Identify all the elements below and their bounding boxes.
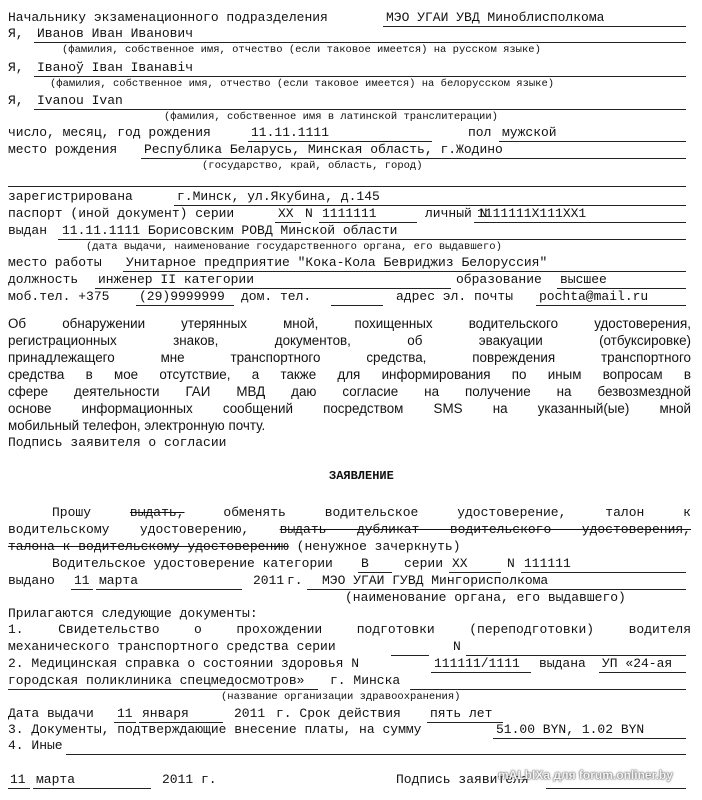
consent-line-6: основе информационных сообщений посредством SMS на указанный(ые) мной bbox=[8, 401, 691, 416]
sex-label: пол bbox=[468, 125, 492, 140]
name-by-prefix: Я, bbox=[8, 60, 24, 75]
license-issued-caption: (наименование органа, его выдавшего) bbox=[345, 590, 626, 605]
statement-strike-note: (ненужное зачеркнуть) bbox=[296, 539, 461, 554]
footer-year: 2011 г. bbox=[162, 772, 217, 787]
work-value: Унитарное предприятие "Кока-Кола Бевриджиз Белоруссия" bbox=[126, 255, 548, 270]
consent-line-3: принадлежащего мне транспортного средства, повреждения транспортного bbox=[8, 350, 691, 365]
footer-signature-underline bbox=[546, 788, 686, 789]
attachment-4-label: 4. Иные bbox=[8, 738, 63, 753]
license-issued-day-underline bbox=[71, 589, 93, 590]
consent-signature-label: Подпись заявителя о согласии bbox=[8, 435, 227, 450]
statement-line-2 bbox=[8, 522, 691, 538]
attachment-2-validity-underline bbox=[427, 722, 503, 723]
name-by-value: Іваноў Іван Іванавіч bbox=[37, 60, 194, 75]
attachment-2-validity: пять лет bbox=[430, 706, 493, 721]
license-issued-year-suffix: г. bbox=[287, 573, 303, 588]
license-n-label: N bbox=[507, 556, 515, 571]
license-category-label: Водительское удостоверение категории bbox=[52, 556, 333, 571]
mob-value: (29)9999999 bbox=[139, 289, 225, 304]
attachment-3-underline bbox=[493, 738, 686, 739]
birthplace-caption: (государство, край, область, город) bbox=[202, 160, 423, 172]
registered-value: г.Минск, ул.Якубина, д.145 bbox=[177, 189, 380, 204]
personal-number: 1111111Х111ХХ1 bbox=[477, 206, 587, 221]
issued-value: 11.11.1111 Борисовским РОВД Минской области bbox=[62, 223, 398, 238]
email-underline bbox=[536, 305, 686, 306]
statement-request-word: Прошу bbox=[52, 505, 92, 520]
personal-n-label: личный N bbox=[425, 206, 488, 221]
attachment-2-number-underline bbox=[431, 672, 531, 673]
attachment-1-series-underline bbox=[391, 655, 429, 656]
mob-label: моб.тел. +375 bbox=[8, 289, 110, 304]
addressee-label: Начальнику экзаменационного подразделения bbox=[8, 10, 328, 25]
consent-line-4: средства в мое отсутствие, а также для информирования по иным вопросам в bbox=[8, 367, 691, 382]
attachment-2-number: 111111/1111 bbox=[434, 656, 520, 671]
attachment-2-city-underline bbox=[410, 689, 686, 690]
mob-underline bbox=[136, 305, 234, 306]
addressee-value: МЭО УГАИ УВД Миноблисполкома bbox=[386, 10, 605, 25]
attachment-2-city: г. Минска bbox=[330, 673, 401, 688]
name-lat-caption: (фамилия, собственное имя в латинской транслитерации) bbox=[164, 111, 498, 123]
position-label: должность bbox=[8, 272, 79, 287]
attachment-2-date-day: 11 bbox=[117, 706, 133, 721]
attachment-2-validity-label: г. Срок действия bbox=[276, 706, 401, 721]
license-issued-year: 2011 bbox=[253, 573, 285, 588]
footer-month: марта bbox=[36, 772, 76, 787]
passport-n-label: N bbox=[305, 206, 313, 221]
consent-line-2: регистрационных знаков, документов, об эвакуации (отбуксировке) bbox=[8, 333, 691, 348]
issued-caption: (дата выдачи, наименование государственного органа, его выдавшего) bbox=[86, 241, 502, 253]
statement-title: ЗАЯВЛЕНИЕ bbox=[329, 469, 394, 483]
passport-label: паспорт (иной документ) серии bbox=[8, 206, 235, 221]
license-issued-month: марта bbox=[99, 573, 139, 588]
birthplace-label: место рождения bbox=[8, 142, 118, 157]
birthplace-value: Республика Беларусь, Минская область, г.Жодино bbox=[144, 142, 503, 157]
sex-underline bbox=[499, 141, 686, 142]
statement-line-2-plain: водительскому удостоверению, bbox=[8, 522, 250, 537]
statement-line-1-rest: обменять водительское удостоверение, талон к bbox=[223, 505, 691, 520]
attachment-1-series-label: механического транспортного средства серии bbox=[8, 639, 336, 654]
personal-number-underline bbox=[474, 222, 686, 223]
passport-number: 1111111 bbox=[322, 206, 377, 221]
name-ru-underline bbox=[34, 42, 686, 43]
name-by-caption: (фамилия, собственное имя, отчество (если таковое имеется) на белорусском языке) bbox=[50, 78, 555, 90]
attachment-2-org-line-1: УП «24-ая bbox=[602, 656, 673, 671]
name-lat-underline bbox=[34, 109, 686, 110]
statement-line-1 bbox=[52, 505, 691, 521]
attachment-2-date-label: Дата выдачи bbox=[8, 706, 94, 721]
issued-label: выдан bbox=[8, 223, 48, 238]
birthplace-underline bbox=[141, 158, 686, 159]
attachment-2-caption: (название организации здравоохранения) bbox=[221, 691, 461, 703]
home-phone-underline bbox=[331, 305, 383, 306]
home-phone-label: дом. тел. bbox=[241, 289, 312, 304]
name-ru-caption: (фамилия, собственное имя, отчество (если таковое имеется) на русском языке) bbox=[62, 44, 541, 56]
attachment-2-org-underline-2 bbox=[8, 689, 318, 690]
blank-line bbox=[8, 186, 686, 187]
footer-day-underline bbox=[8, 788, 30, 789]
license-category: В bbox=[361, 556, 369, 571]
attachment-2-date-month: января bbox=[142, 706, 189, 721]
attachment-2-org-underline-1 bbox=[599, 672, 686, 673]
name-lat-prefix: Я, bbox=[8, 93, 24, 108]
forum-watermark: mALbIXa для forum.onliner.by bbox=[498, 768, 673, 782]
footer-month-underline bbox=[33, 788, 151, 789]
work-label: место работы bbox=[8, 255, 102, 270]
attachment-3-label: 3. Документы, подтверждающие внесение платы, на сумму bbox=[8, 722, 422, 737]
attachment-1-line-1: 1. Свидетельство о прохождении подготовки (переподготовки) водителя bbox=[8, 622, 691, 637]
name-ru-prefix: Я, bbox=[8, 26, 24, 41]
footer-signature-label: Подпись заявителя bbox=[396, 772, 529, 787]
attachments-header: Прилагаются следующие документы: bbox=[8, 606, 258, 621]
attachment-2-label: 2. Медицинская справка о состоянии здоровья N bbox=[8, 656, 360, 671]
statement-line-3 bbox=[8, 539, 461, 555]
license-issued-month-underline bbox=[96, 589, 242, 590]
attachment-1-n-label: N bbox=[453, 639, 461, 654]
attachment-2-org-line-2: городская поликлиника спецмедосмотров» bbox=[8, 673, 305, 688]
license-series: ХХ bbox=[452, 556, 468, 571]
registered-label: зарегистрирована bbox=[8, 189, 133, 204]
statement-struck-coupon: талона к водительскому удостоверению bbox=[8, 539, 289, 554]
attachment-3-value: 51.00 BYN, 1.02 BYN bbox=[496, 722, 645, 737]
license-issued-day: 11 bbox=[74, 573, 90, 588]
statement-struck-duplicate: выдать дубликат водительского удостоверения, bbox=[279, 522, 691, 537]
email-label: адрес эл. почты bbox=[396, 289, 514, 304]
attachment-2-date-year: 2011 bbox=[234, 706, 266, 721]
issued-underline bbox=[58, 239, 686, 240]
license-issued-label: выдано bbox=[8, 573, 55, 588]
statement-struck-issue: выдать, bbox=[129, 505, 185, 520]
education-label: образование bbox=[456, 272, 542, 287]
attachment-4-underline bbox=[66, 754, 686, 755]
footer-day: 11 bbox=[10, 772, 26, 787]
birth-value: 11.11.1111 bbox=[251, 125, 330, 140]
education-value: высшее bbox=[560, 272, 607, 287]
name-ru-value: Иванов Иван Иванович bbox=[37, 26, 194, 41]
consent-line-1: Об обнаружении утерянных мной, похищенных водительского удостоверения, bbox=[8, 316, 691, 331]
name-lat-value: Ivanou Ivan bbox=[37, 93, 123, 108]
addressee-underline bbox=[383, 26, 686, 27]
passport-series: ХХ bbox=[278, 206, 294, 221]
license-number: 111111 bbox=[524, 556, 571, 571]
name-by-underline bbox=[34, 76, 686, 77]
position-value: инженер II категории bbox=[98, 272, 255, 287]
sex-value: мужской bbox=[502, 125, 557, 140]
consent-line-7: мобильный телефон, электронную почту. bbox=[8, 418, 266, 433]
email-value: pochta@mail.ru bbox=[539, 289, 649, 304]
license-series-label: серии bbox=[404, 556, 444, 571]
consent-line-5: сфере деятельности ГАИ МВД даю согласие на получение на безвозмездной bbox=[8, 384, 691, 399]
attachment-2-issued-label: выдана bbox=[539, 656, 586, 671]
birth-label: число, месяц, год рождения bbox=[8, 125, 211, 140]
license-issued-org: МЭО УГАИ ГУВД Мингорисполкома bbox=[322, 573, 549, 588]
